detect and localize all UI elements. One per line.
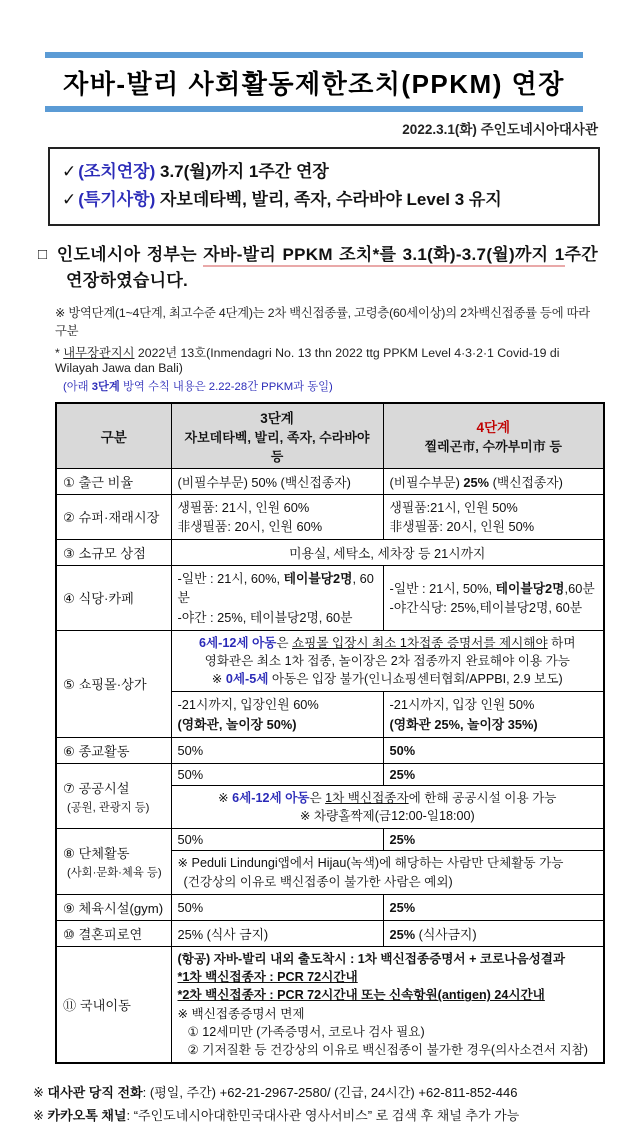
row-label-market: ② 슈퍼·재래시장 [56,494,171,539]
reference-mark: ※ [33,1085,48,1101]
label-sub: (공원, 관광지 등) [67,801,150,814]
text: 은 [309,790,326,805]
line: ※ 차량홀짝제(금12:00-일18:00) [299,809,475,824]
footer-phone-line [33,1082,600,1105]
row-label-domestic-travel: ⑪ 국내이동 [56,946,171,1063]
cell-mall-l3 [171,692,383,737]
line: ② 기저질환 등 건강상의 이유로 백신접종이 불가한 경우(의사소견서 지참) [187,1043,588,1058]
line: -21시까지, 입장 인원 50% [389,697,535,713]
table-row [56,763,604,785]
asterisk: * [55,345,64,360]
text: ,60분 [564,580,595,596]
footnote-rest: 2022년 13호(Inmendagri No. 13 thn 2022 ttg PPKM Level 4·3·2·1 Covid-19 di Wilayah Jawa dan Bali) [55,345,560,375]
cell-public-l3: 50% [171,763,383,785]
page-title: 자바-발리 사회활동제한조치(PPKM) 연장 [63,69,565,99]
bold-line: (영화관, 놀이장 50%) [177,716,297,732]
footnote-level-criteria: ※ 방역단계(1~4단계, 최고수준 4단계)는 2차 백신접종률, 고령층(60세이상)의 2차백신접종률 등에 따라 구분 [55,305,590,338]
line: 非생필품: 20시, 인원 50% [389,518,535,534]
line: 영화관은 최소 1차 접종, 놀이장은 2차 접종까지 완료해야 이용 가능 [204,653,570,668]
row-label-wedding: ⑩ 결혼피로연 [56,920,171,946]
cell-group-note [171,851,604,895]
cell-mall-l4 [383,692,604,737]
row-label-commute: ① 출근 비율 [56,468,171,494]
text: , 60분 [177,571,374,606]
summary-text-extension: 3.7(월)까지 1주간 연장 [155,162,329,181]
contact-footer [33,1082,600,1128]
cell-group-l4: 25% [383,829,604,851]
title-rule-bottom [45,106,583,112]
footer-phone-label: 대사관 당직 전화 [47,1085,143,1101]
summary-line-extension [62,158,586,186]
date-line: 2022.3.1(화) 주인도네시아대사관 [402,122,598,137]
table-row [56,946,604,1063]
cell-smallshop-merged: 미용실, 세탁소, 세차장 등 21시까지 [171,540,604,566]
text: ※ [218,790,233,805]
table-row [56,494,604,539]
header-category: 구분 [56,403,171,469]
check-icon: ✓ [62,162,77,181]
intro-underlined: 자바-발리 PPKM 조치*를 3.1(화)-3.7(월)까지 1 [203,245,564,267]
footnote-underlined: 내무장관지시 [63,345,135,360]
row-label-public [56,763,171,829]
label-main: ⑧ 단체활동 [63,846,130,862]
bold-underlined-line: *2차 백신접종자 : PCR 72시간내 또는 신속항원(antigen) 24시간내 [177,988,545,1003]
blue-bold: 6세-12세 아동 [232,790,310,805]
text: (백신접종자) [489,474,563,490]
line: -야간 : 25%, 테이블당2명, 60분 [177,609,353,625]
cell-gym-l3: 50% [171,894,383,920]
footer-kakao-line [33,1105,600,1128]
cell-wedding-l3: 25% (식사 금지) [171,920,383,946]
cell-wedding-l4 [383,920,604,946]
bold-underlined-line: *1차 백신접종자 : PCR 72시간내 [177,970,358,985]
intro-paragraph [38,242,598,295]
text: 하며 [547,635,576,650]
text: 에 한해 공공시설 이용 가능 [408,790,557,805]
intro-post: 주간 연장하였습니다. [66,245,598,291]
bold-line: (항공) 자바-발리 내외 출도착시 : 1차 백신접종증명서 + 코로나음성결과 [177,951,566,966]
label-main: ⑦ 공공시설 [63,780,130,796]
line: 非생필품: 20시, 인원 60% [177,518,323,534]
reference-mark: ※ [33,1108,48,1124]
table-row [56,920,604,946]
row-label-smallshop: ③ 소규모 상점 [56,540,171,566]
note3-bold: 3단계 [91,380,120,393]
underlined-text: 1차 백신접종자 [325,790,409,805]
cell-market-l4 [383,494,604,539]
intro-pre: 인도네시아 정부는 [56,245,204,265]
cell-restaurant-l4 [383,566,604,631]
line: ※ Peduli Lindungi앱에서 Hijau(녹색)에 해당하는 사람만 단체활동 가능 [177,856,564,871]
cell-commute-l3: (비필수부문) 50% (백신접종자) [171,468,383,494]
footnote-inmendagri [55,343,600,375]
summary-box [48,147,600,226]
table-row [56,829,604,851]
text: (비필수부문) [389,474,464,490]
footer-kakao-text: : “주인도네시아대한민국대사관 영사서비스” 로 검색 후 채널 추가 가능 [126,1108,520,1124]
level3-title: 3단계 [260,410,294,426]
table-row [56,894,604,920]
line: -21시까지, 입장인원 60% [177,697,319,713]
cell-mall-note [171,630,604,692]
line: ① 12세미만 (가족증명서, 코로나 검사 필요) [187,1024,425,1039]
bold-value: 25% [389,926,416,942]
row-label-gym: ⑨ 체육시설(gym) [56,894,171,920]
cell-restaurant-l3 [171,566,383,631]
note3-pre: (아래 [63,380,92,393]
table-row [56,630,604,692]
cell-religion-l3: 50% [171,737,383,763]
text: -일반 : 21시, 50%, [389,580,496,596]
ppkm-restrictions-table [55,402,605,1065]
text: 은 [276,635,293,650]
row-label-restaurant: ④ 식당·카페 [56,566,171,631]
line: 생필품:21시, 인원 50% [389,499,518,515]
row-label-religion: ⑥ 종교활동 [56,737,171,763]
line [178,634,598,652]
summary-label-special: (특기사항) [78,190,156,210]
bold-value: 테이블당2명 [495,580,565,596]
text: ※ [211,672,226,687]
cell-group-l3: 50% [171,829,383,851]
row-label-group [56,829,171,895]
bold-value: 25% [463,474,490,490]
cell-gym-l4: 25% [383,894,604,920]
table-header-row [56,403,604,469]
table-row [56,540,604,566]
footer-kakao-label: 카카오톡 채널 [47,1108,127,1124]
note3-post: 방역 수칙 내용은 2.22-28간 PPKM과 동일) [119,380,333,393]
cell-market-l3 [171,494,383,539]
bold-line: (영화관 25%, 놀이장 35%) [389,716,538,732]
cell-domestic-travel [171,946,604,1063]
line [178,789,598,807]
intro-footnotes [55,303,600,394]
text: 아동은 입장 불가(인니쇼핑센터협회/APPBI, 2.9 보도) [268,672,563,687]
level3-regions: 자보데타벡, 발리, 족자, 수라바야 등 [184,429,370,464]
line: ※ 백신접종증명서 면제 [177,1006,305,1021]
line: 생필품: 21시, 인원 60% [177,499,310,515]
blue-bold: 6세-12세 아동 [198,635,277,650]
bold-value: 테이블당2명 [283,571,353,587]
line [390,579,598,598]
table-row [56,737,604,763]
label-sub: (사회·문화·체육 등) [67,867,162,880]
row-label-mall: ⑤ 쇼핑몰·상가 [56,630,171,737]
text: -일반 : 21시, 60%, [177,571,284,587]
summary-line-special [62,186,586,214]
check-icon: ✓ [62,190,77,210]
footer-phone-numbers: : (평일, 주간) +62-21-2967-2580/ (긴급, 24시간) +62-811-852-446 [142,1085,518,1101]
line: (건강상의 이유로 백신접종이 불가한 사람은 예외) [183,874,453,889]
cell-public-note [171,785,604,829]
line [178,670,598,688]
title-block [28,52,600,138]
table-row [56,566,604,631]
header-level3 [171,403,383,469]
table-row [56,468,604,494]
line: -야간식당: 25%,테이블당2명, 60분 [389,599,583,615]
header-level4 [383,403,604,469]
level4-title: 4단계 [476,420,511,436]
cell-religion-l4: 50% [383,737,604,763]
summary-text-special: 자보데타벡, 발리, 족자, 수라바야 Level 3 유지 [155,190,502,210]
level4-regions: 찔레곤市, 수까부미市 등 [424,439,562,455]
footnote-same-rules [63,378,600,394]
cell-commute-l4 [383,468,604,494]
line [178,569,377,607]
blue-bold: 0세-5세 [225,672,269,687]
summary-label-extension: (조치연장) [78,162,156,181]
text: (식사금지) [415,926,477,942]
cell-public-l4: 25% [383,763,604,785]
underlined-text: 쇼핑몰 입장시 최소 1차접종 증명서를 제시해야 [292,635,548,650]
square-bullet-icon: □ [38,246,49,264]
